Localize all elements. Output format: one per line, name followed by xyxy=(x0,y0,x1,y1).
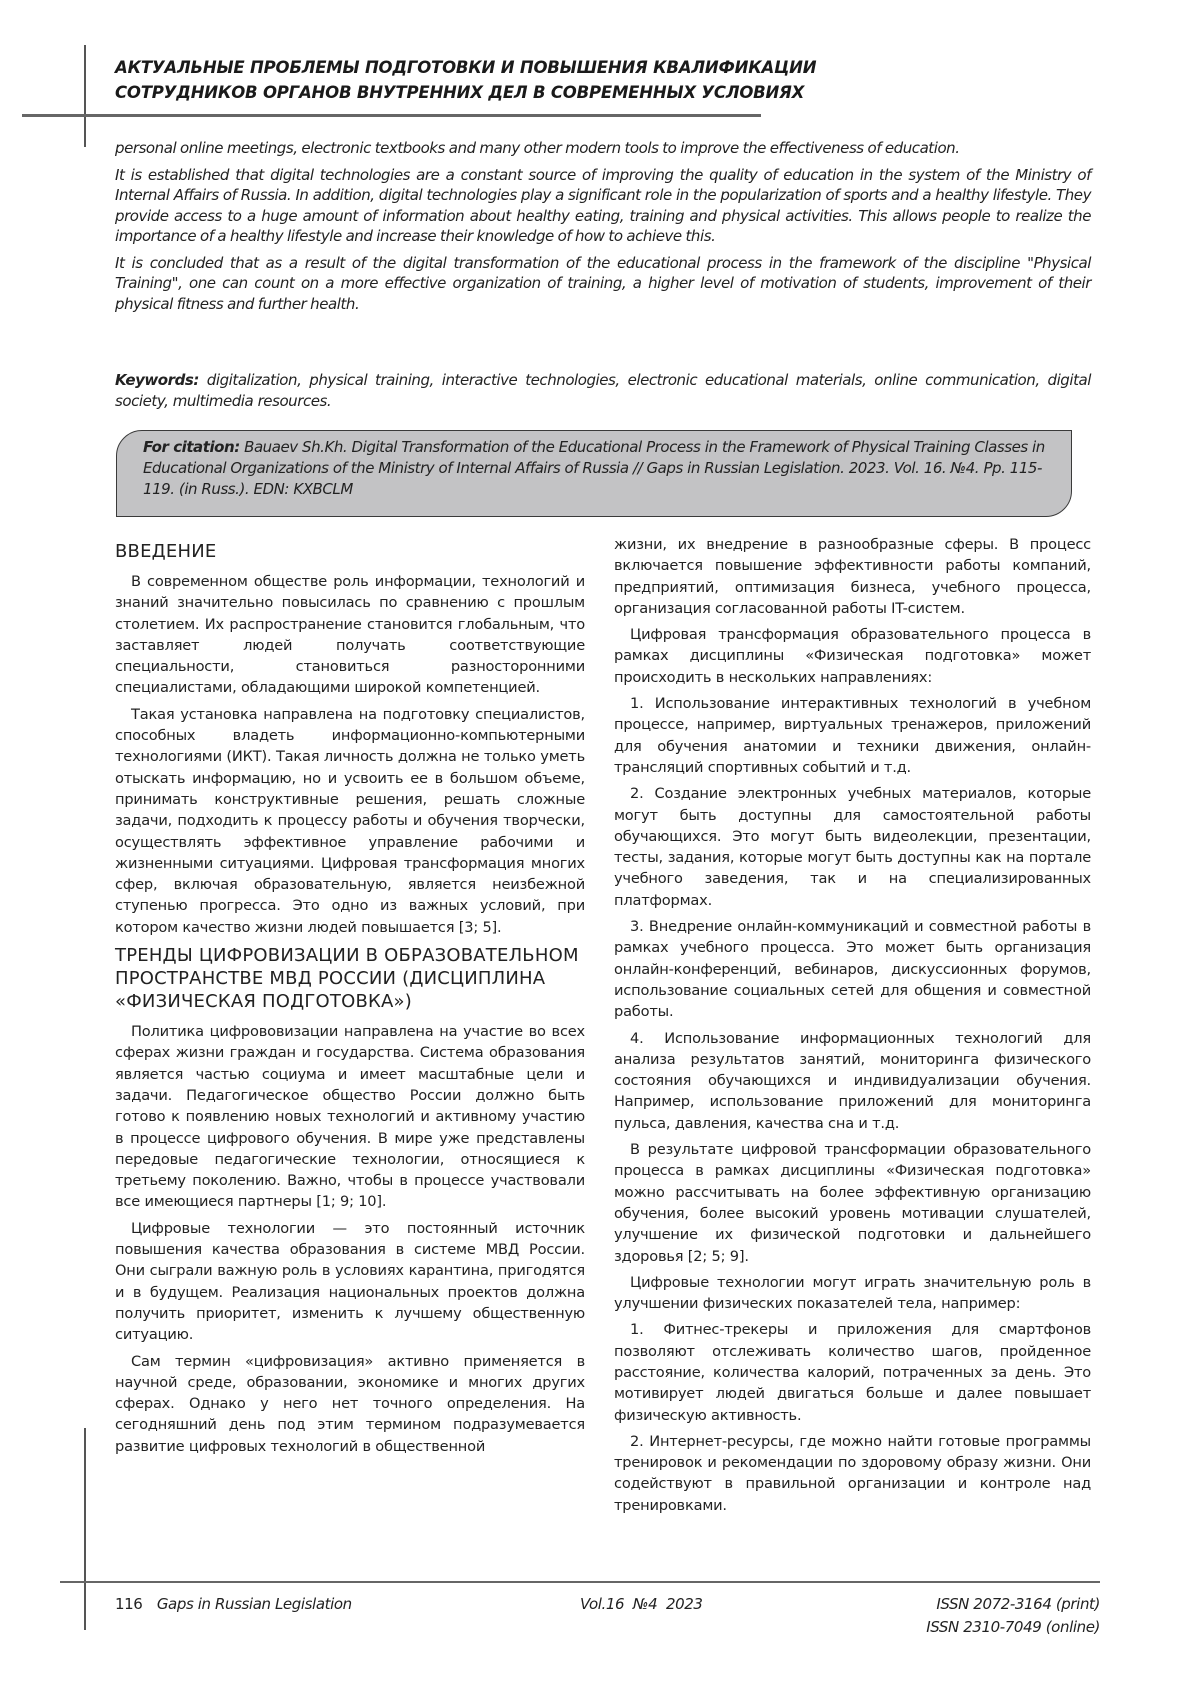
body-paragraph: Политика цифрововизации направлена на участие во всех сферах жизни граждан и государства. Система образования является частью социума и имеет масштабные цели и задачи. Педагогическое общество России должно быть готово к появлению новых технологий и активному участию в процессе цифрового обучения. В мире уже представлены передовые педагогические технологии, относящиеся к третьему поколению. Важно, чтобы в процессе участвовали все имеющиеся партнеры [1; 9; 10]. xyxy=(115,1023,585,1211)
issue-info: Vol.16 №4 2023 xyxy=(580,1595,703,1613)
list-item: 1. Фитнес-трекеры и приложения для смартфонов позволяют отслеживать количество шагов, пройденное расстояние, количества калорий, потраченных за день. Это мотивирует людей двигаться больше и далее повышает физическую активность. xyxy=(614,1321,1091,1424)
running-head xyxy=(115,55,1015,105)
body-paragraph: Цифровые технологии могут играть значительную роль в улучшении физических показателей тела, например: xyxy=(614,1273,1091,1313)
list-item: 2. Создание электронных учебных материалов, которые могут быть доступны для самостоятельной работы обучающихся. Это могут быть видеолекции, презентации, тесты, задания, которые могут быть доступны как на портале учебного заведения, так и на специализированных платформах. xyxy=(614,785,1091,909)
issn-online: ISSN 2310-7049 (online) xyxy=(926,1618,1100,1636)
page-number: 116 xyxy=(115,1595,143,1613)
section-heading-introduction: ВВЕДЕНИЕ xyxy=(115,541,217,562)
body-paragraph: В современном обществе роль информации, технологий и знаний значительно повысилась по сравнению с прошлым столетием. Их распространение становится глобальным, что заставляет людей получать соответствующие специальности, становиться разносторонними специалистами, обладающими широкой компетенцией. xyxy=(115,573,585,697)
abstract xyxy=(115,138,1091,320)
top-horizontal-rule xyxy=(22,114,761,117)
keywords-label: Keywords: xyxy=(115,371,199,389)
abstract-paragraph: It is established that digital technologies are a constant source of improving the quality of education in the system of the Ministry of Internal Affairs of Russia. In addition, digital technologies play a significant role in the popularization of sports and a healthy lifestyle. They provide access to a huge amount of information about healthy eating, training and physical activities. This allows people to realize the importance of a healthy lifestyle and increase their knowledge of how to achieve this. xyxy=(115,165,1091,245)
journal-name: Gaps in Russian Legislation xyxy=(156,1595,352,1613)
body-paragraph: В результате цифровой трансформации образовательного процесса в рамках дисциплины «Физическая подготовка» можно рассчитывать на более эффективную организацию обучения, более высокий уровень мотивации слушателей, улучшение их физической подготовки и дальнейшего здоровья [2; 5; 9]. xyxy=(614,1141,1091,1265)
body-paragraph: Такая установка направлена на подготовку специалистов, способных владеть информационно-компьютерными технологиями (ИКТ). Такая личность должна не только уметь отыскать информацию, но и усвоить ее в большом объеме, принимать конструктивные решения, решать сложные задачи, подходить к процессу работы и обучения творчески, осуществлять эффективное управление рабочими и жизненными ситуациями. Цифровая трансформация многих сфер, включая образовательную, является неизбежной ступенью прогресса. Это одно из важных условий, при котором качество жизни людей повышается [3; 5]. xyxy=(115,705,585,936)
list-item: 3. Внедрение онлайн-коммуникаций и совместной работы в рамках учебного процесса. Это может быть организация онлайн-конференций, вебинаров, дискуссионных форумов, использование социальных сетей для общения и совместной работы. xyxy=(614,918,1091,1021)
body-paragraph: Цифровые технологии — это постоянный источник повышения качества образования в системе МВД России. Они сыграли важную роль в условиях карантина, пригодятся и в будущем. Реализация национальных проектов должна получить приоритет, изменить к лучшему общественную ситуацию. xyxy=(115,1219,585,1344)
body-paragraph: жизни, их внедрение в разнообразные сферы. В процесс включается повышение эффективности работы компаний, предприятий, оптимизация бизнеса, учебного процесса, организация согласованной работы IT-систем. xyxy=(614,536,1091,617)
abstract-paragraph: personal online meetings, electronic textbooks and many other modern tools to improve the effectiveness of education. xyxy=(115,139,960,157)
bottom-vertical-rule xyxy=(84,1428,86,1630)
footer-left xyxy=(115,1593,352,1616)
section-heading-trends: ТРЕНДЫ ЦИФРОВИЗАЦИИ В ОБРАЗОВАТЕЛЬНОМ ПРОСТРАНСТВЕ МВД РОССИИ (ДИСЦИПЛИНА «ФИЗИЧЕСКАЯ ПОДГОТОВКА») xyxy=(115,945,579,1013)
body-paragraph: Сам термин «цифровизация» активно применяется в научной среде, образовании, экономике и многих других сферах. Однако у него нет точного определения. На сегодняшний день под этим термином подразумевается развитие цифровых технологий в общественной xyxy=(115,1352,585,1455)
footer-rule xyxy=(60,1581,1100,1583)
abstract-paragraph: It is concluded that as a result of the digital transformation of the educational process in the framework of the discipline "Physical Training", one can count on a more effective organization of training, a higher level of motivation of students, improvement of their physical fitness and further health. xyxy=(115,253,1091,313)
issn-print: ISSN 2072-3164 (print) xyxy=(936,1595,1100,1613)
citation-text xyxy=(143,437,1073,500)
keywords xyxy=(115,370,1091,411)
left-column xyxy=(115,540,585,1462)
body-paragraph: Цифровая трансформация образовательного процесса в рамках дисциплины «Физическая подготовка» может происходить в нескольких направлениях: xyxy=(614,626,1091,686)
running-head-line-2: СОТРУДНИКОВ ОРГАНОВ ВНУТРЕННИХ ДЕЛ В СОВРЕМЕННЫХ УСЛОВИЯХ xyxy=(115,83,805,102)
citation-body: Bauaev Sh.Kh. Digital Transformation of the Educational Process in the Framework of Physical Training Classes in Educational Organizations of the Ministry of Internal Affairs of Russia // Gaps in Russian Legislation. 2023. Vol. 16. №4. Pp. 115-119. (in Russ.). EDN: KXBCLM xyxy=(143,438,1045,498)
citation-label: For citation: xyxy=(143,438,240,456)
list-item: 2. Интернет-ресурсы, где можно найти готовые программы тренировок и рекомендации по здоровому образу жизни. Они содействуют в правильной организации и контроле над тренировками. xyxy=(614,1432,1091,1514)
running-head-line-1: АКТУАЛЬНЫЕ ПРОБЛЕМЫ ПОДГОТОВКИ И ПОВЫШЕНИЯ КВАЛИФИКАЦИИ xyxy=(115,58,817,77)
footer-issn xyxy=(800,1593,1100,1639)
top-vertical-rule xyxy=(84,45,86,147)
footer-issue xyxy=(580,1593,703,1616)
list-item: 4. Использование информационных технологий для анализа результатов занятий, мониторинга физического состояния обучающихся и индивидуализации обучения. Например, использование приложений для мониторинга пульса, давления, качества сна и т.д. xyxy=(614,1029,1091,1132)
right-column xyxy=(614,534,1091,1521)
keywords-text: digitalization, physical training, interactive technologies, electronic educational materials, online communication, digital society, multimedia resources. xyxy=(115,371,1091,410)
list-item: 1. Использование интерактивных технологий в учебном процессе, например, виртуальных тренажеров, приложений для обучения анатомии и техники движения, онлайн-трансляций спортивных событий и т.д. xyxy=(614,695,1091,776)
